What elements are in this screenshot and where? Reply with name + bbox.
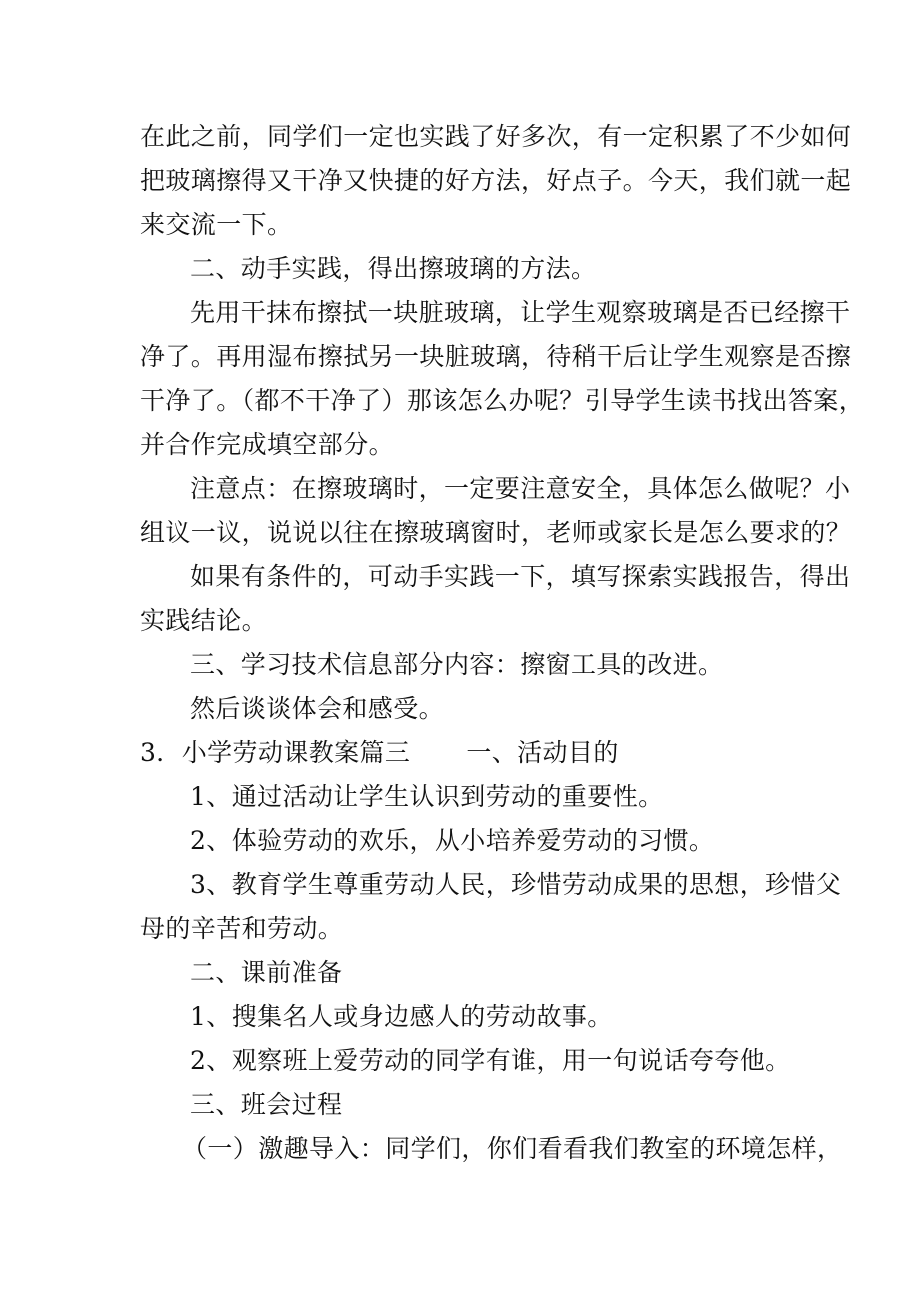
text-line: （一）激趣导入：同学们，你们看看我们教室的环境怎样， bbox=[182, 1134, 843, 1163]
section-heading: 三、学习技术信息部分内容：擦窗工具的改进。 bbox=[190, 650, 724, 679]
text-line: 组议一议，说说以往在擦玻璃窗时，老师或家长是怎么要求的？ bbox=[140, 518, 852, 547]
list-item: 2、体验劳动的欢乐，从小培养爱劳动的习惯。 bbox=[190, 826, 715, 855]
text-line: 干净了。（都不干净了）那该怎么办呢？引导学生读书找出答案， bbox=[140, 386, 865, 415]
text-line: 把玻璃擦得又干净又快捷的好方法，好点子。今天，我们就一起 bbox=[140, 166, 852, 195]
list-item: 3、教育学生尊重劳动人民，珍惜劳动成果的思想，珍惜父 bbox=[190, 870, 842, 899]
text-line: 注意点：在擦玻璃时，一定要注意安全，具体怎么做呢？小 bbox=[190, 474, 851, 503]
text-line: 在此之前，同学们一定也实践了好多次，有一定积累了不少如何 bbox=[140, 122, 852, 151]
section-heading: 二、动手实践，得出擦玻璃的方法。 bbox=[190, 254, 597, 283]
article-title: 3．小学劳动课教案篇三 bbox=[140, 738, 411, 767]
list-item: 1、搜集名人或身边感人的劳动故事。 bbox=[190, 1002, 613, 1031]
text-line: 净了。再用湿布擦拭另一块脏玻璃，待稍干后让学生观察是否擦 bbox=[140, 342, 852, 371]
text-line: 实践结论。 bbox=[140, 606, 268, 635]
section-heading: 三、班会过程 bbox=[190, 1090, 343, 1119]
list-item: 2、观察班上爱劳动的同学有谁，用一句说话夸夸他。 bbox=[190, 1046, 791, 1075]
section-heading: 一、活动目的 bbox=[466, 738, 619, 767]
text-line: 先用干抹布擦拭一块脏玻璃，让学生观察玻璃是否已经擦干 bbox=[190, 298, 851, 327]
text-line: 并合作完成填空部分。 bbox=[140, 430, 395, 459]
article-heading-line bbox=[140, 731, 800, 775]
text-line: 然后谈谈体会和感受。 bbox=[190, 694, 445, 723]
text-line: 来交流一下。 bbox=[140, 210, 293, 239]
list-item: 1、通过活动让学生认识到劳动的重要性。 bbox=[190, 782, 664, 811]
section-heading: 二、课前准备 bbox=[190, 958, 343, 987]
text-line: 母的辛苦和劳动。 bbox=[140, 914, 344, 943]
text-line: 如果有条件的，可动手实践一下，填写探索实践报告，得出 bbox=[190, 562, 851, 591]
